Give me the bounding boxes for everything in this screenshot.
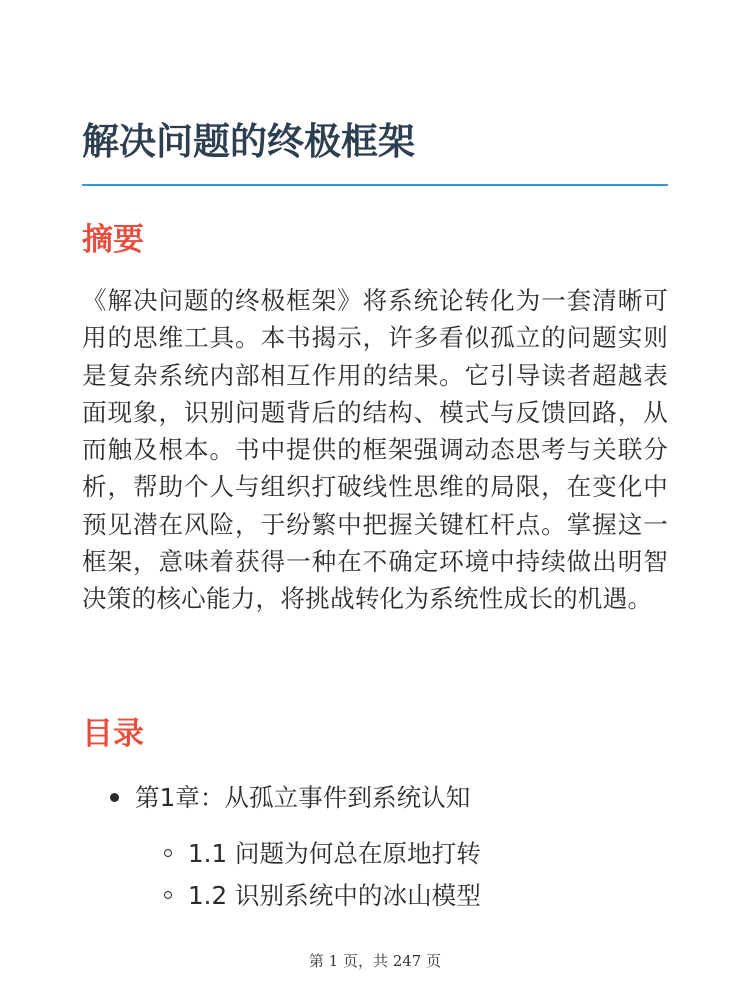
bullet-circle-icon — [164, 849, 172, 857]
title-divider — [82, 184, 668, 186]
toc-chapter-label: 第1章：从孤立事件到系统认知 — [135, 783, 471, 812]
toc-section-1-1[interactable] — [164, 836, 481, 872]
bullet-disc-icon — [110, 793, 119, 802]
toc-heading: 目录 — [82, 716, 144, 752]
page-footer: 第 1 页，共 247 页 — [308, 952, 442, 970]
toc-section-label: 1.2 识别系统中的冰山模型 — [188, 881, 481, 910]
toc-section-1-2[interactable] — [164, 878, 481, 914]
document-title: 解决问题的终极框架 — [82, 120, 415, 163]
abstract-heading: 摘要 — [82, 222, 144, 258]
bullet-circle-icon — [164, 891, 172, 899]
toc-section-label: 1.1 问题为何总在原地打转 — [188, 839, 481, 868]
abstract-paragraph: 《解决问题的终极框架》将系统论转化为一套清晰可用的思维工具。本书揭示，许多看似孤立的问题实则是复杂系统内部相互作用的结果。它引导读者超越表面现象，识别问题背后的结构、模式与反馈回路，从而触及根本。书中提供的框架强调动态思考与关联分析，帮助个人与组织打破线性思维的局限，在变化中预见潜在风险，于纷繁中把握关键杠杆点。掌握这一框架，意味着获得一种在不确定环境中持续做出明智决策的核心能力，将挑战转化为系统性成长的机遇。 — [82, 286, 668, 614]
toc-chapter-1[interactable] — [110, 780, 470, 816]
